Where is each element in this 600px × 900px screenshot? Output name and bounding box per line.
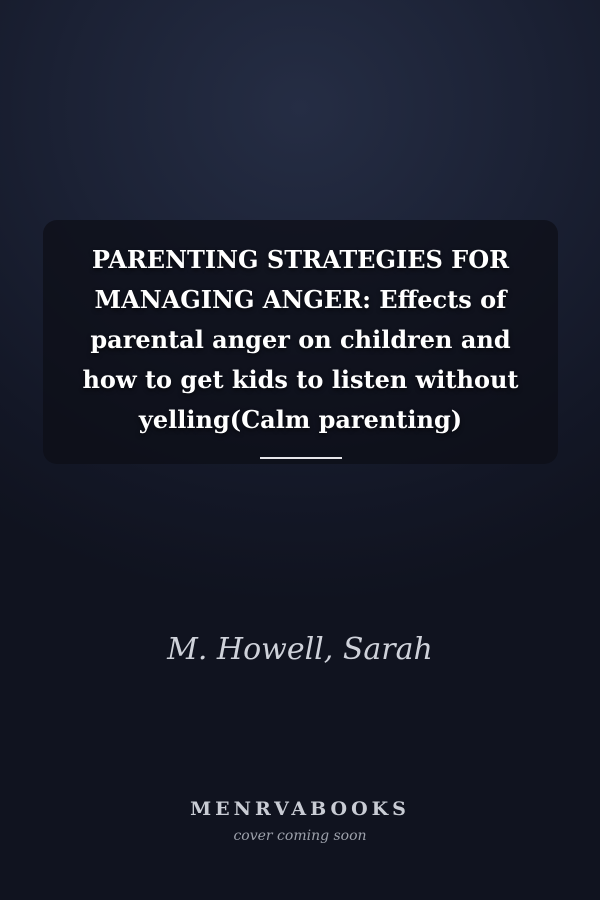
book-title-line: parental anger on children and [90, 325, 511, 354]
title-divider [260, 457, 342, 459]
publisher-name: MENRVABOOKS [190, 798, 410, 820]
cover-tagline: cover coming soon [233, 828, 367, 844]
book-title-line: how to get kids to listen without [82, 365, 519, 394]
book-title-line: PARENTING STRATEGIES FOR [91, 245, 510, 274]
book-title-line: yelling(Calm parenting) [138, 405, 463, 434]
author-name: M. Howell, Sarah [167, 632, 433, 667]
book-title-line: MANAGING ANGER: Effects of [94, 285, 507, 314]
book-title [43, 240, 558, 440]
title-panel [43, 220, 558, 464]
